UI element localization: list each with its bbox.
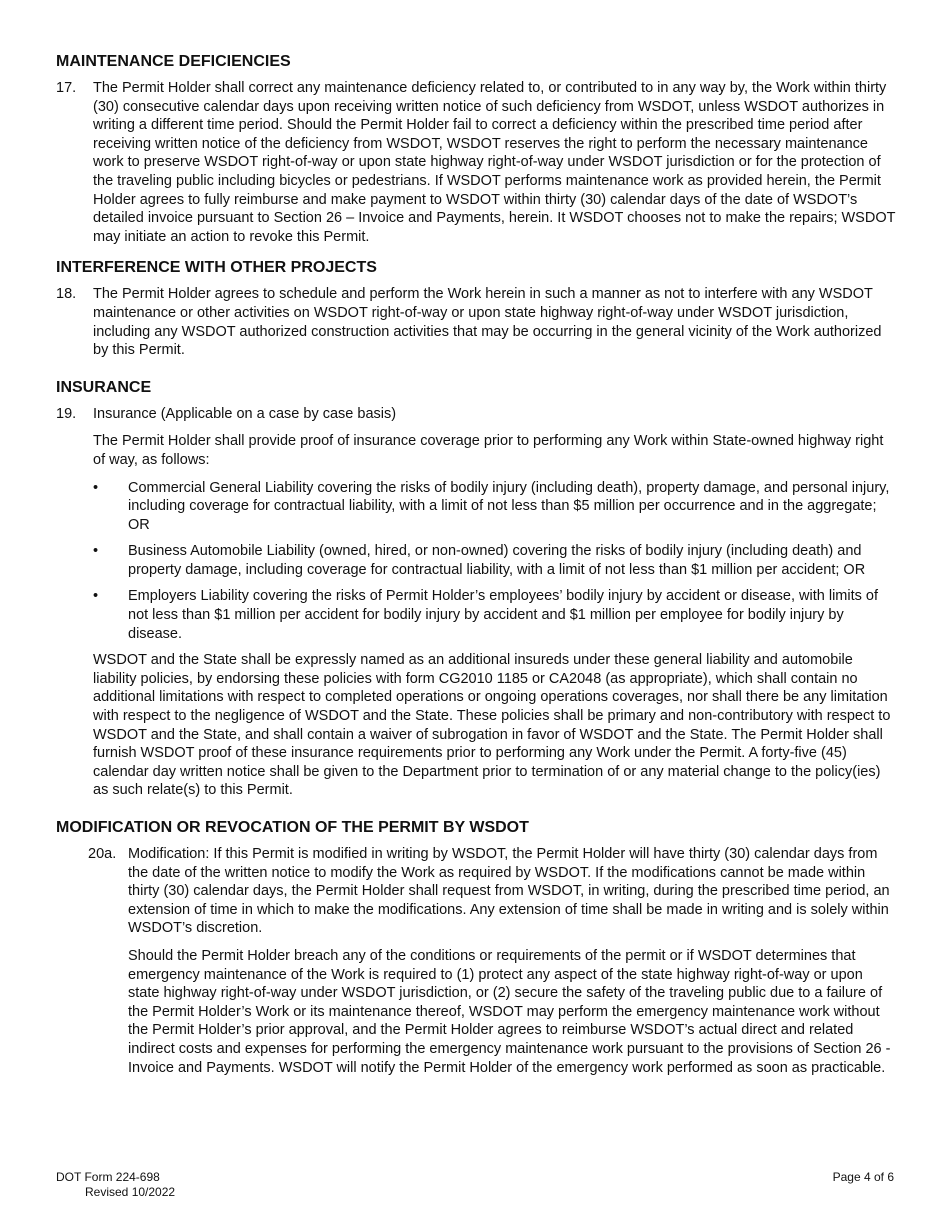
list-item — [56, 587, 896, 643]
insurance-intro: The Permit Holder shall provide proof of insurance coverage prior to performing any Work within State-owned highway right of way, as follows: — [93, 433, 884, 468]
bullet: • — [93, 588, 99, 605]
clause-number: 18. — [56, 286, 77, 303]
clause-text: The Permit Holder agrees to schedule and perform the Work herein in such a manner as not to interfere with any WSDOT maintenance or other activities on WSDOT right-of-way or upon state highway right-of-way under WSDOT jurisdiction, including any WSDOT authorized construction activities that may be occurring in the general vicinity of the Work authorized by this Permit. — [93, 286, 882, 359]
insurance-closing: WSDOT and the State shall be expressly named as an additional insureds under these general liability and automobile liability policies, by endorsing these policies with form CG2010 1185 or CA2048 (as appropriate), which shall contain no additional limitations with respect to completed operations or ongoing operations coverages, nor shall there be any limitation with respect to the negligence of WSDOT and the State. These policies shall be primary and non-contributory with respect to WSDOT and the State, and shall contain a waiver of subrogation in favor of WSDOT and the State. The Permit Holder shall furnish WSDOT proof of these insurance requirements prior to performing any Work under the Permit. A forty-five (45) calendar day written notice shall be given to the Department prior to termination of or any material change to the policy(ies) as such relate(s) to this Permit. — [93, 652, 891, 799]
list-item — [56, 542, 896, 579]
bullet: • — [93, 479, 99, 496]
list-item-text: Employers Liability covering the risks of Permit Holder’s employees’ bodily injury by accident or disease, with limits of not less than $1 million per accident for bodily injury by accident and $1 million per employee for bodily injury by disease. — [128, 588, 879, 642]
clause-19 — [56, 405, 896, 424]
section-insurance — [56, 378, 896, 800]
heading-modification: MODIFICATION OR REVOCATION OF THE PERMIT BY WSDOT — [56, 819, 529, 836]
clause-17 — [56, 79, 896, 246]
clause-number: 17. — [56, 80, 77, 96]
heading-maintenance: MAINTENANCE DEFICIENCIES — [56, 53, 291, 70]
clause-number: 20a. — [88, 846, 117, 862]
clause-18 — [56, 285, 896, 359]
heading-insurance: INSURANCE — [56, 378, 152, 396]
list-item-text: Business Automobile Liability (owned, hired, or non-owned) covering the risks of bodily injury (including death) and property damage, including coverage for contractual liability, with a limit of not less than $1 million per accident; OR — [128, 543, 866, 578]
list-item — [56, 479, 896, 535]
clause-20a — [56, 845, 896, 938]
bullet: • — [93, 543, 99, 560]
revision-date: Revised 10/2022 — [85, 1185, 176, 1199]
page-number: Page 4 of 6 — [832, 1170, 894, 1184]
insurance-list — [56, 479, 896, 644]
list-item-text: Commercial General Liability covering the risks of bodily injury (including death), property damage, and personal injury, including coverage for contractual liability, with a limit of not less than $5 million per occurrence and in the aggregate; OR — [128, 479, 890, 533]
section-interference — [56, 258, 896, 359]
clause-text-continued: Should the Permit Holder breach any of the conditions or requirements of the permit or if WSDOT determines that emergency maintenance of the Work is required to (1) protect any aspect of the state highway right-of-way or upon state highway right-of-way under WSDOT jurisdiction, or (2) secure the safety of the traveling public due to a failure of the Permit Holder’s Work or its maintenance thereof, WSDOT may perform the emergency maintenance work without the Permit Holder’s prior approval, and the Permit Holder agrees to reimburse WSDOT’s actual direct and related indirect costs and expenses for performing the emergency maintenance work pursuant to the provisions of Section 26 - Invoice and Payments. WSDOT will notify the Permit Holder of the emergency work performed as soon as practicable. — [128, 947, 891, 1076]
heading-interference: INTERFERENCE WITH OTHER PROJECTS — [56, 259, 377, 277]
clause-text: The Permit Holder shall correct any maintenance deficiency related to, or contributed to in any way by, the Work within thirty (30) consecutive calendar days upon receiving written notice of such deficiency from WSDOT, unless WSDOT authorizes in writing a different time period. Should the Permit Holder fail to correct a deficiency within the prescribed time period after receiving written notice of the deficiency from WSDOT, WSDOT reserves the right to perform the necessary maintenance work to preserve WSDOT right-of-way or upon state highway right-of-way under WSDOT jurisdiction or for the protection of the traveling public including bicycles or pedestrians. If WSDOT performs maintenance work as provided herein, the Permit Holder agrees to fully reimburse and make payment to WSDOT within thirty (30) calendar days of the date of WSDOT’s detailed invoice pursuant to Section 26 – Invoice and Payments, herein. It WSDOT chooses not to make the repairs; WSDOT may initiate an action to revoke this Permit. — [93, 80, 896, 245]
document-body — [56, 52, 896, 1089]
clause-title: Insurance (Applicable on a case by case basis) — [93, 405, 397, 422]
form-number: DOT Form 224-698 — [56, 1170, 160, 1184]
section-maintenance — [56, 52, 896, 246]
section-modification — [56, 818, 896, 1077]
clause-number: 19. — [56, 405, 77, 422]
form-info — [56, 1170, 175, 1200]
clause-text: Modification: If this Permit is modified in writing by WSDOT, the Permit Holder will have thirty (30) calendar days from the date of the written notice to modify the Work as required by WSDOT. If the modifications cannot be made within thirty (30) calendar days, the Permit Holder shall request from WSDOT, in writing, during the prescribed time period, an extension of time in which to make the modifications. Any extension of time shall be made in writing and is solely within WSDOT’s discretion. — [128, 846, 890, 937]
